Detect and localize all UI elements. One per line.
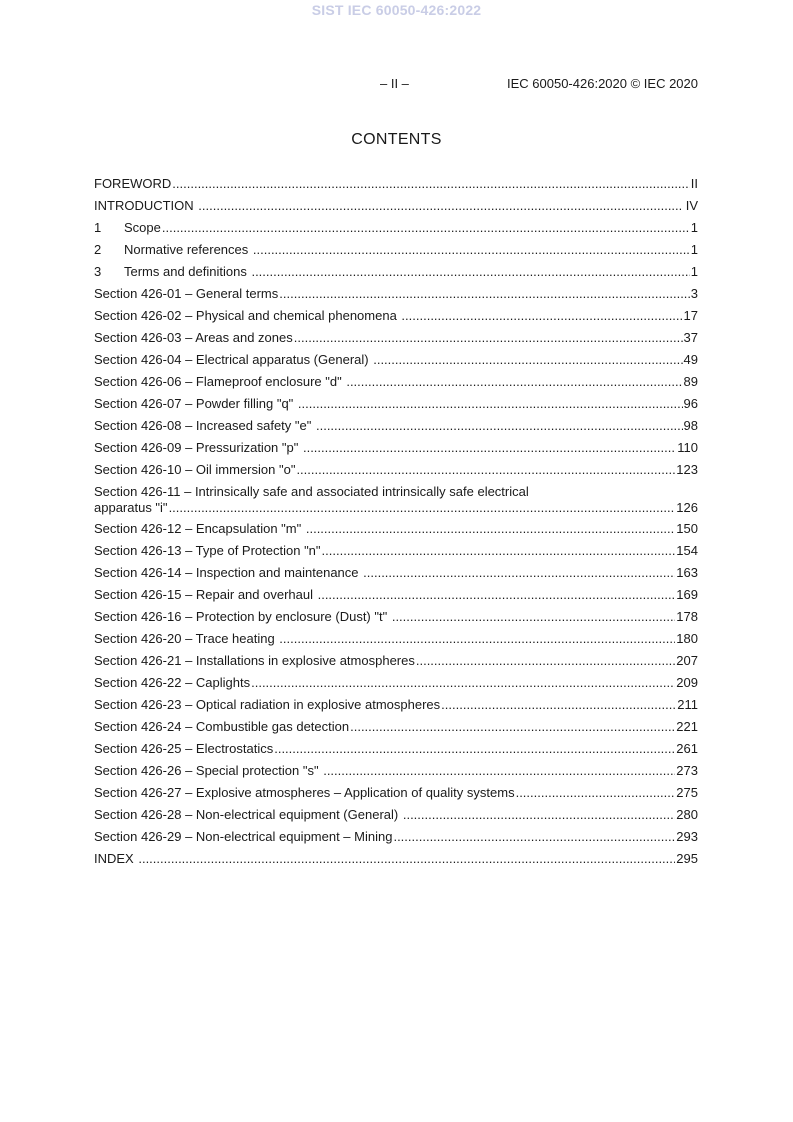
toc-entry[interactable]: [94, 807, 698, 829]
toc-dot-leader: [416, 653, 675, 669]
toc-dot-leader: [373, 352, 682, 368]
toc-entry-page: 96: [683, 396, 698, 411]
toc-line: [94, 220, 698, 236]
toc-entry-page: 207: [676, 653, 698, 668]
toc-dot-leader: [172, 176, 689, 192]
toc-line: [94, 521, 698, 537]
toc-entry-page: 209: [676, 675, 698, 690]
toc-entry-title: Section 426-04 – Electrical apparatus (General): [94, 352, 373, 367]
toc-entry[interactable]: [94, 462, 698, 484]
toc-entry[interactable]: [94, 565, 698, 587]
toc-dot-leader: [251, 264, 689, 280]
toc-entry[interactable]: [94, 829, 698, 851]
toc-entry-title: Section 426-15 – Repair and overhaul: [94, 587, 317, 602]
toc-dot-leader: [298, 396, 683, 412]
toc-line: [94, 719, 698, 735]
toc-dot-leader: [350, 719, 675, 735]
toc-entry[interactable]: [94, 741, 698, 763]
toc-line: [94, 609, 698, 625]
toc-line: [94, 198, 698, 214]
toc-line: [94, 851, 698, 867]
toc-line: [94, 807, 698, 823]
toc-dot-leader: [392, 609, 675, 625]
toc-entry-title: Section 426-24 – Combustible gas detection: [94, 719, 350, 734]
toc-dot-leader: [401, 308, 682, 324]
toc-entry-page: 123: [676, 462, 698, 477]
toc-dot-leader: [138, 851, 675, 867]
toc-entry-page: 154: [676, 543, 698, 558]
toc-entry-page: 293: [676, 829, 698, 844]
toc-entry-page: 261: [676, 741, 698, 756]
toc-entry-page: 126: [676, 500, 698, 515]
toc-entry[interactable]: [94, 286, 698, 308]
toc-entry-title: Section 426-27 – Explosive atmospheres – Application of quality systems: [94, 785, 515, 800]
toc-entry-title: Section 426-07 – Powder filling "q": [94, 396, 297, 411]
toc-entry[interactable]: [94, 264, 698, 286]
toc-entry[interactable]: [94, 352, 698, 374]
toc-entry[interactable]: [94, 484, 698, 521]
toc-dot-leader: [403, 807, 675, 823]
toc-entry[interactable]: [94, 242, 698, 264]
page-header: [0, 76, 793, 92]
standard-reference: IEC 60050-426:2020 © IEC 2020: [507, 76, 698, 91]
toc-line: [94, 440, 698, 456]
toc-entry-page: 295: [676, 851, 698, 866]
toc-entry-page: 17: [683, 308, 698, 323]
toc-entry-page: 280: [676, 807, 698, 822]
toc-entry-title: Section 426-20 – Trace heating: [94, 631, 279, 646]
toc-entry[interactable]: [94, 697, 698, 719]
toc-dot-leader: [251, 675, 675, 691]
toc-entry-page: 275: [676, 785, 698, 800]
toc-entry-page: IV: [682, 198, 698, 213]
toc-line: [94, 176, 698, 192]
toc-line: [94, 396, 698, 412]
toc-entry[interactable]: [94, 763, 698, 785]
toc-entry-title: Section 426-25 – Electrostatics: [94, 741, 274, 756]
toc-entry[interactable]: [94, 719, 698, 741]
toc-dot-leader: [279, 631, 675, 647]
toc-line: [94, 697, 698, 713]
toc-entry-title: FOREWORD: [94, 176, 172, 191]
toc-entry-title: Scope: [124, 220, 161, 235]
toc-entry-title: Section 426-12 – Encapsulation "m": [94, 521, 305, 536]
toc-entry[interactable]: [94, 418, 698, 440]
toc-entry[interactable]: [94, 587, 698, 609]
toc-entry-title: Section 426-03 – Areas and zones: [94, 330, 293, 345]
toc-line: [94, 264, 698, 280]
toc-dot-leader: [279, 286, 689, 302]
toc-entry-title: Normative references: [124, 242, 252, 257]
toc-entry-title-line1: Section 426-11 – Intrinsically safe and associated intrinsically safe electrical: [94, 484, 529, 499]
toc-dot-leader: [346, 374, 682, 390]
toc-entry-title: Section 426-14 – Inspection and maintenance: [94, 565, 363, 580]
toc-line: [94, 675, 698, 691]
contents-title: CONTENTS: [351, 131, 442, 148]
toc-line: [94, 308, 698, 324]
toc-entry-title: Section 426-28 – Non-electrical equipment (General): [94, 807, 402, 822]
toc-entry-title: INTRODUCTION: [94, 198, 198, 213]
toc-entry[interactable]: [94, 543, 698, 565]
toc-entry-title: Section 426-06 – Flameproof enclosure "d": [94, 374, 346, 389]
table-of-contents: [94, 176, 698, 873]
toc-entry-page: 1: [690, 220, 698, 235]
toc-entry[interactable]: [94, 396, 698, 418]
toc-dot-leader: [393, 829, 675, 845]
toc-line: [94, 565, 698, 581]
toc-entry-title: Section 426-02 – Physical and chemical phenomena: [94, 308, 401, 323]
toc-entry[interactable]: [94, 176, 698, 198]
toc-entry-page: 221: [676, 719, 698, 734]
toc-entry-number: 2: [94, 242, 102, 257]
toc-line: [94, 543, 698, 559]
toc-entry-title: INDEX: [94, 851, 138, 866]
toc-entry[interactable]: [94, 330, 698, 352]
toc-line: [94, 763, 698, 779]
toc-entry-title: apparatus "i": [94, 500, 168, 515]
toc-entry[interactable]: [94, 653, 698, 675]
toc-entry-title: Section 426-21 – Installations in explosive atmospheres: [94, 653, 415, 668]
toc-entry-number: 3: [94, 264, 102, 279]
toc-entry-title: Section 426-16 – Protection by enclosure (Dust) "t": [94, 609, 391, 624]
toc-entry-title: Section 426-29 – Non-electrical equipment – Mining: [94, 829, 393, 844]
toc-entry[interactable]: [94, 675, 698, 697]
toc-entry-page: 37: [683, 330, 698, 345]
toc-dot-leader: [198, 198, 681, 214]
toc-entry[interactable]: [94, 440, 698, 462]
toc-entry[interactable]: [94, 220, 698, 242]
toc-dot-leader: [323, 763, 675, 779]
toc-line: [94, 631, 698, 647]
toc-entry-title: Section 426-26 – Special protection "s": [94, 763, 323, 778]
toc-entry[interactable]: [94, 374, 698, 396]
toc-entry-title: Section 426-10 – Oil immersion "o": [94, 462, 296, 477]
toc-entry-page: 163: [676, 565, 698, 580]
toc-line: [94, 653, 698, 669]
watermark: SIST IEC 60050-426:2022: [311, 2, 482, 18]
toc-entry-page: 98: [683, 418, 698, 433]
toc-line: [94, 741, 698, 757]
toc-line: [94, 500, 698, 516]
toc-entry-page: 89: [683, 374, 698, 389]
toc-entry[interactable]: [94, 785, 698, 807]
toc-line: [94, 462, 698, 478]
toc-entry[interactable]: [94, 631, 698, 653]
toc-entry-page: 49: [683, 352, 698, 367]
toc-entry-title: Section 426-22 – Caplights: [94, 675, 251, 690]
toc-dot-leader: [363, 565, 675, 581]
toc-entry-page: 211: [677, 697, 698, 712]
toc-line: [94, 286, 698, 302]
toc-dot-leader: [294, 330, 683, 346]
page-number: – II –: [380, 76, 409, 91]
toc-entry[interactable]: [94, 851, 698, 873]
toc-entry-page: 273: [676, 763, 698, 778]
toc-entry-title: Section 426-23 – Optical radiation in explosive atmospheres: [94, 697, 441, 712]
toc-entry[interactable]: [94, 609, 698, 631]
toc-line: [94, 829, 698, 845]
toc-entry-number: 1: [94, 220, 102, 235]
toc-entry-title: Section 426-01 – General terms: [94, 286, 279, 301]
toc-line: [94, 352, 698, 368]
toc-line: [94, 330, 698, 346]
toc-line: [94, 418, 698, 434]
toc-entry[interactable]: [94, 198, 698, 220]
toc-entry[interactable]: [94, 521, 698, 543]
toc-entry-title: Section 426-08 – Increased safety "e": [94, 418, 315, 433]
toc-entry-page: 1: [690, 264, 698, 279]
toc-dot-leader: [303, 440, 676, 456]
toc-entry-page: 178: [676, 609, 698, 624]
toc-entry-page: 3: [690, 286, 698, 301]
toc-dot-leader: [516, 785, 676, 801]
toc-dot-leader: [169, 500, 676, 516]
toc-entry-page: 1: [690, 242, 698, 257]
toc-dot-leader: [306, 521, 675, 537]
toc-dot-leader: [318, 587, 676, 603]
toc-dot-leader: [162, 220, 690, 236]
toc-entry-title: Section 426-09 – Pressurization "p": [94, 440, 302, 455]
toc-entry-title: Terms and definitions: [124, 264, 251, 279]
toc-entry-page: 180: [676, 631, 698, 646]
toc-line: [94, 785, 698, 801]
toc-entry-page: 110: [677, 440, 698, 455]
toc-entry-page: II: [690, 176, 698, 191]
toc-dot-leader: [316, 418, 683, 434]
toc-line: [94, 374, 698, 390]
toc-dot-leader: [322, 543, 676, 559]
toc-entry-title: Section 426-13 – Type of Protection "n": [94, 543, 321, 558]
toc-line: [94, 587, 698, 603]
toc-dot-leader: [253, 242, 690, 258]
toc-dot-leader: [296, 462, 675, 478]
toc-dot-leader: [274, 741, 675, 757]
toc-line: [94, 242, 698, 258]
toc-dot-leader: [441, 697, 676, 713]
toc-entry-page: 169: [676, 587, 698, 602]
toc-entry[interactable]: [94, 308, 698, 330]
toc-entry-page: 150: [676, 521, 698, 536]
